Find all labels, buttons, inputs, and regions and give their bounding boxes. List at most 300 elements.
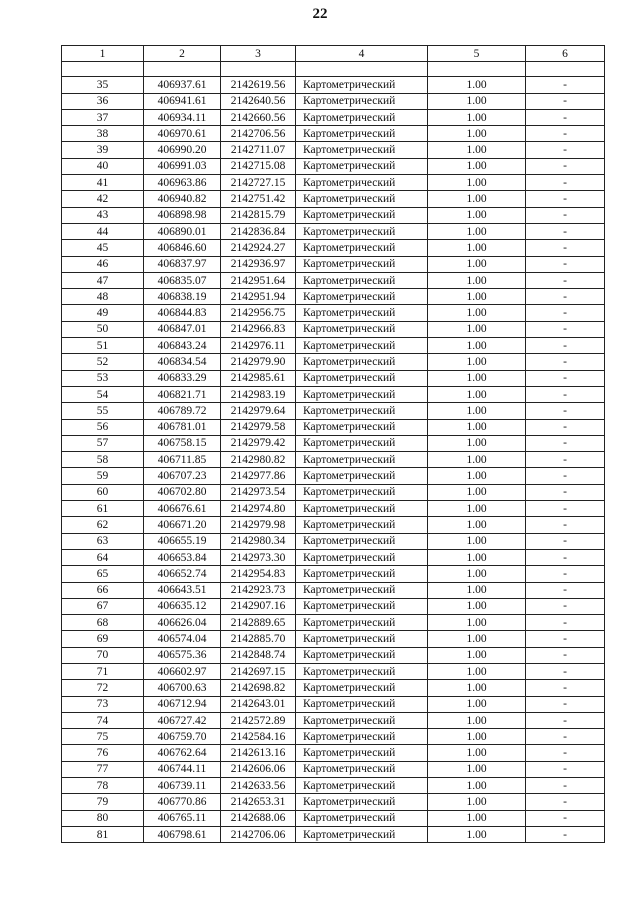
y-coordinate-cell: 2142697.15: [221, 663, 296, 679]
method-cell: Картометрический: [296, 696, 428, 712]
accuracy-cell: 1.00: [428, 680, 526, 696]
description-cell: -: [526, 256, 605, 272]
y-coordinate-cell: 2142706.06: [221, 826, 296, 842]
y-coordinate-cell: 2142979.90: [221, 354, 296, 370]
description-cell: -: [526, 321, 605, 337]
point-number-cell: 77: [62, 761, 144, 777]
method-cell: Картометрический: [296, 207, 428, 223]
point-number-cell: 48: [62, 289, 144, 305]
point-number-cell: 43: [62, 207, 144, 223]
point-number-cell: 72: [62, 680, 144, 696]
description-cell: -: [526, 778, 605, 794]
table-row: [62, 598, 605, 614]
y-coordinate-cell: 2142966.83: [221, 321, 296, 337]
accuracy-cell: 1.00: [428, 386, 526, 402]
table-row: [62, 158, 605, 174]
column-header-2: 2: [144, 46, 221, 62]
method-cell: Картометрический: [296, 810, 428, 826]
table-row: [62, 77, 605, 93]
description-cell: -: [526, 663, 605, 679]
description-cell: -: [526, 109, 605, 125]
table-row: [62, 761, 605, 777]
accuracy-cell: 1.00: [428, 696, 526, 712]
table-row: [62, 501, 605, 517]
point-number-cell: 60: [62, 484, 144, 500]
point-number-cell: 42: [62, 191, 144, 207]
y-coordinate-cell: 2142973.30: [221, 549, 296, 565]
y-coordinate-cell: 2142836.84: [221, 223, 296, 239]
table-row: [62, 191, 605, 207]
accuracy-cell: 1.00: [428, 305, 526, 321]
accuracy-cell: 1.00: [428, 729, 526, 745]
table-row: [62, 126, 605, 142]
x-coordinate-cell: 406762.64: [144, 745, 221, 761]
method-cell: Картометрический: [296, 566, 428, 582]
y-coordinate-cell: 2142936.97: [221, 256, 296, 272]
coordinates-table: [61, 45, 605, 843]
point-number-cell: 67: [62, 598, 144, 614]
point-number-cell: 49: [62, 305, 144, 321]
description-cell: -: [526, 794, 605, 810]
table-row: [62, 175, 605, 191]
x-coordinate-cell: 406702.80: [144, 484, 221, 500]
method-cell: Картометрический: [296, 468, 428, 484]
x-coordinate-cell: 406934.11: [144, 109, 221, 125]
x-coordinate-cell: 406846.60: [144, 240, 221, 256]
y-coordinate-cell: 2142979.64: [221, 403, 296, 419]
accuracy-cell: 1.00: [428, 468, 526, 484]
accuracy-cell: 1.00: [428, 338, 526, 354]
x-coordinate-cell: 406963.86: [144, 175, 221, 191]
method-cell: Картометрический: [296, 272, 428, 288]
method-cell: Картометрический: [296, 191, 428, 207]
description-cell: -: [526, 680, 605, 696]
point-number-cell: 61: [62, 501, 144, 517]
point-number-cell: 53: [62, 370, 144, 386]
table-row: [62, 142, 605, 158]
point-number-cell: 66: [62, 582, 144, 598]
page-number: 22: [312, 6, 328, 22]
description-cell: -: [526, 386, 605, 402]
table-row: [62, 256, 605, 272]
method-cell: Картометрический: [296, 158, 428, 174]
description-cell: -: [526, 615, 605, 631]
table-row: [62, 712, 605, 728]
x-coordinate-cell: 406744.11: [144, 761, 221, 777]
point-number-cell: 62: [62, 517, 144, 533]
point-number-cell: 78: [62, 778, 144, 794]
point-number-cell: 38: [62, 126, 144, 142]
accuracy-cell: 1.00: [428, 109, 526, 125]
accuracy-cell: 1.00: [428, 419, 526, 435]
point-number-cell: 55: [62, 403, 144, 419]
description-cell: -: [526, 305, 605, 321]
y-coordinate-cell: 2142688.06: [221, 810, 296, 826]
accuracy-cell: 1.00: [428, 321, 526, 337]
accuracy-cell: 1.00: [428, 549, 526, 565]
table-row: [62, 468, 605, 484]
accuracy-cell: 1.00: [428, 501, 526, 517]
point-number-cell: 51: [62, 338, 144, 354]
y-coordinate-cell: 2142885.70: [221, 631, 296, 647]
method-cell: Картометрический: [296, 305, 428, 321]
accuracy-cell: 1.00: [428, 712, 526, 728]
x-coordinate-cell: 406970.61: [144, 126, 221, 142]
method-cell: Картометрический: [296, 256, 428, 272]
description-cell: -: [526, 517, 605, 533]
description-cell: -: [526, 272, 605, 288]
table-row: [62, 517, 605, 533]
point-number-cell: 70: [62, 647, 144, 663]
method-cell: Картометрический: [296, 761, 428, 777]
column-header-6: 6: [526, 46, 605, 62]
accuracy-cell: 1.00: [428, 158, 526, 174]
point-number-cell: 71: [62, 663, 144, 679]
accuracy-cell: 1.00: [428, 582, 526, 598]
x-coordinate-cell: 406727.42: [144, 712, 221, 728]
y-coordinate-cell: 2142848.74: [221, 647, 296, 663]
table-row: [62, 745, 605, 761]
point-number-cell: 81: [62, 826, 144, 842]
table-row: [62, 321, 605, 337]
table-row: [62, 794, 605, 810]
accuracy-cell: 1.00: [428, 663, 526, 679]
x-coordinate-cell: 406626.04: [144, 615, 221, 631]
y-coordinate-cell: 2142698.82: [221, 680, 296, 696]
accuracy-cell: 1.00: [428, 745, 526, 761]
table-row: [62, 338, 605, 354]
description-cell: -: [526, 435, 605, 451]
table-row: [62, 647, 605, 663]
x-coordinate-cell: 406937.61: [144, 77, 221, 93]
description-cell: -: [526, 501, 605, 517]
point-number-cell: 39: [62, 142, 144, 158]
accuracy-cell: 1.00: [428, 207, 526, 223]
y-coordinate-cell: 2142889.65: [221, 615, 296, 631]
accuracy-cell: 1.00: [428, 810, 526, 826]
method-cell: Картометрический: [296, 223, 428, 239]
description-cell: -: [526, 223, 605, 239]
method-cell: Картометрический: [296, 615, 428, 631]
description-cell: -: [526, 240, 605, 256]
description-cell: -: [526, 207, 605, 223]
method-cell: Картометрический: [296, 794, 428, 810]
table-row: [62, 93, 605, 109]
column-header-3: 3: [221, 46, 296, 62]
method-cell: Картометрический: [296, 403, 428, 419]
x-coordinate-cell: 406843.24: [144, 338, 221, 354]
method-cell: Картометрический: [296, 93, 428, 109]
accuracy-cell: 1.00: [428, 240, 526, 256]
column-header-5: 5: [428, 46, 526, 62]
point-number-cell: 50: [62, 321, 144, 337]
table-row: [62, 240, 605, 256]
description-cell: -: [526, 533, 605, 549]
x-coordinate-cell: 406844.83: [144, 305, 221, 321]
point-number-cell: 59: [62, 468, 144, 484]
point-number-cell: 41: [62, 175, 144, 191]
point-number-cell: 52: [62, 354, 144, 370]
description-cell: -: [526, 712, 605, 728]
accuracy-cell: 1.00: [428, 778, 526, 794]
y-coordinate-cell: 2142715.08: [221, 158, 296, 174]
x-coordinate-cell: 406758.15: [144, 435, 221, 451]
point-number-cell: 75: [62, 729, 144, 745]
method-cell: Картометрический: [296, 778, 428, 794]
y-coordinate-cell: 2142979.58: [221, 419, 296, 435]
point-number-cell: 65: [62, 566, 144, 582]
x-coordinate-cell: 406574.04: [144, 631, 221, 647]
y-coordinate-cell: 2142640.56: [221, 93, 296, 109]
accuracy-cell: 1.00: [428, 452, 526, 468]
accuracy-cell: 1.00: [428, 403, 526, 419]
method-cell: Картометрический: [296, 517, 428, 533]
x-coordinate-cell: 406602.97: [144, 663, 221, 679]
y-coordinate-cell: 2142973.54: [221, 484, 296, 500]
x-coordinate-cell: 406676.61: [144, 501, 221, 517]
table-row: [62, 386, 605, 402]
point-number-cell: 56: [62, 419, 144, 435]
point-number-cell: 76: [62, 745, 144, 761]
description-cell: -: [526, 175, 605, 191]
method-cell: Картометрический: [296, 582, 428, 598]
y-coordinate-cell: 2142976.11: [221, 338, 296, 354]
y-coordinate-cell: 2142979.98: [221, 517, 296, 533]
point-number-cell: 44: [62, 223, 144, 239]
description-cell: -: [526, 549, 605, 565]
table-row: [62, 403, 605, 419]
table-row: [62, 207, 605, 223]
accuracy-cell: 1.00: [428, 533, 526, 549]
description-cell: -: [526, 370, 605, 386]
description-cell: -: [526, 631, 605, 647]
method-cell: Картометрический: [296, 598, 428, 614]
x-coordinate-cell: 406652.74: [144, 566, 221, 582]
y-coordinate-cell: 2142572.89: [221, 712, 296, 728]
table-row: [62, 452, 605, 468]
x-coordinate-cell: 406575.36: [144, 647, 221, 663]
y-coordinate-cell: 2142907.16: [221, 598, 296, 614]
y-coordinate-cell: 2142633.56: [221, 778, 296, 794]
description-cell: -: [526, 566, 605, 582]
description-cell: -: [526, 158, 605, 174]
accuracy-cell: 1.00: [428, 484, 526, 500]
method-cell: Картометрический: [296, 289, 428, 305]
x-coordinate-cell: 406898.98: [144, 207, 221, 223]
method-cell: Картометрический: [296, 533, 428, 549]
table-row: [62, 549, 605, 565]
table-row: [62, 223, 605, 239]
description-cell: -: [526, 810, 605, 826]
table-row: [62, 435, 605, 451]
x-coordinate-cell: 406653.84: [144, 549, 221, 565]
point-number-cell: 68: [62, 615, 144, 631]
x-coordinate-cell: 406990.20: [144, 142, 221, 158]
y-coordinate-cell: 2142979.42: [221, 435, 296, 451]
x-coordinate-cell: 406837.97: [144, 256, 221, 272]
description-cell: -: [526, 419, 605, 435]
x-coordinate-cell: 406940.82: [144, 191, 221, 207]
column-header-4: 4: [296, 46, 428, 62]
y-coordinate-cell: 2142643.01: [221, 696, 296, 712]
y-coordinate-cell: 2142923.73: [221, 582, 296, 598]
x-coordinate-cell: 406765.11: [144, 810, 221, 826]
point-number-cell: 47: [62, 272, 144, 288]
accuracy-cell: 1.00: [428, 142, 526, 158]
point-number-cell: 64: [62, 549, 144, 565]
point-number-cell: 79: [62, 794, 144, 810]
accuracy-cell: 1.00: [428, 517, 526, 533]
y-coordinate-cell: 2142924.27: [221, 240, 296, 256]
column-header-1: 1: [62, 46, 144, 62]
y-coordinate-cell: 2142980.34: [221, 533, 296, 549]
point-number-cell: 73: [62, 696, 144, 712]
method-cell: Картометрический: [296, 338, 428, 354]
point-number-cell: 40: [62, 158, 144, 174]
description-cell: -: [526, 729, 605, 745]
x-coordinate-cell: 406635.12: [144, 598, 221, 614]
x-coordinate-cell: 406847.01: [144, 321, 221, 337]
description-cell: -: [526, 484, 605, 500]
point-number-cell: 36: [62, 93, 144, 109]
method-cell: Картометрический: [296, 126, 428, 142]
method-cell: Картометрический: [296, 549, 428, 565]
y-coordinate-cell: 2142653.31: [221, 794, 296, 810]
accuracy-cell: 1.00: [428, 435, 526, 451]
description-cell: -: [526, 452, 605, 468]
method-cell: Картометрический: [296, 826, 428, 842]
accuracy-cell: 1.00: [428, 615, 526, 631]
x-coordinate-cell: 406798.61: [144, 826, 221, 842]
accuracy-cell: 1.00: [428, 647, 526, 663]
x-coordinate-cell: 406941.61: [144, 93, 221, 109]
x-coordinate-cell: 406834.54: [144, 354, 221, 370]
method-cell: Картометрический: [296, 663, 428, 679]
method-cell: Картометрический: [296, 745, 428, 761]
description-cell: -: [526, 582, 605, 598]
y-coordinate-cell: 2142980.82: [221, 452, 296, 468]
x-coordinate-cell: 406712.94: [144, 696, 221, 712]
accuracy-cell: 1.00: [428, 631, 526, 647]
accuracy-cell: 1.00: [428, 126, 526, 142]
table-row: [62, 582, 605, 598]
x-coordinate-cell: 406643.51: [144, 582, 221, 598]
method-cell: Картометрический: [296, 729, 428, 745]
table-row: [62, 680, 605, 696]
table-row: [62, 289, 605, 305]
accuracy-cell: 1.00: [428, 289, 526, 305]
table-header-row: [62, 46, 605, 62]
description-cell: -: [526, 761, 605, 777]
description-cell: -: [526, 354, 605, 370]
method-cell: Картометрический: [296, 680, 428, 696]
description-cell: -: [526, 289, 605, 305]
method-cell: Картометрический: [296, 386, 428, 402]
y-coordinate-cell: 2142956.75: [221, 305, 296, 321]
point-number-cell: 74: [62, 712, 144, 728]
y-coordinate-cell: 2142584.16: [221, 729, 296, 745]
blank-row: [62, 62, 605, 77]
accuracy-cell: 1.00: [428, 256, 526, 272]
method-cell: Картометрический: [296, 321, 428, 337]
table-row: [62, 778, 605, 794]
x-coordinate-cell: 406700.63: [144, 680, 221, 696]
description-cell: -: [526, 696, 605, 712]
y-coordinate-cell: 2142951.94: [221, 289, 296, 305]
description-cell: -: [526, 745, 605, 761]
point-number-cell: 57: [62, 435, 144, 451]
y-coordinate-cell: 2142751.42: [221, 191, 296, 207]
x-coordinate-cell: 406890.01: [144, 223, 221, 239]
y-coordinate-cell: 2142951.64: [221, 272, 296, 288]
method-cell: Картометрический: [296, 631, 428, 647]
y-coordinate-cell: 2142727.15: [221, 175, 296, 191]
accuracy-cell: 1.00: [428, 354, 526, 370]
accuracy-cell: 1.00: [428, 566, 526, 582]
x-coordinate-cell: 406759.70: [144, 729, 221, 745]
table-row: [62, 109, 605, 125]
method-cell: Картометрический: [296, 240, 428, 256]
x-coordinate-cell: 406770.86: [144, 794, 221, 810]
x-coordinate-cell: 406781.01: [144, 419, 221, 435]
accuracy-cell: 1.00: [428, 272, 526, 288]
point-number-cell: 54: [62, 386, 144, 402]
point-number-cell: 69: [62, 631, 144, 647]
method-cell: Картометрический: [296, 501, 428, 517]
x-coordinate-cell: 406789.72: [144, 403, 221, 419]
method-cell: Картометрический: [296, 370, 428, 386]
description-cell: -: [526, 647, 605, 663]
x-coordinate-cell: 406739.11: [144, 778, 221, 794]
method-cell: Картометрический: [296, 484, 428, 500]
table-row: [62, 305, 605, 321]
table-row: [62, 533, 605, 549]
method-cell: Картометрический: [296, 712, 428, 728]
table-row: [62, 631, 605, 647]
method-cell: Картометрический: [296, 77, 428, 93]
table-row: [62, 419, 605, 435]
table-row: [62, 810, 605, 826]
x-coordinate-cell: 406838.19: [144, 289, 221, 305]
method-cell: Картометрический: [296, 647, 428, 663]
accuracy-cell: 1.00: [428, 223, 526, 239]
y-coordinate-cell: 2142613.16: [221, 745, 296, 761]
accuracy-cell: 1.00: [428, 191, 526, 207]
description-cell: -: [526, 77, 605, 93]
accuracy-cell: 1.00: [428, 93, 526, 109]
x-coordinate-cell: 406655.19: [144, 533, 221, 549]
method-cell: Картометрический: [296, 142, 428, 158]
table-row: [62, 272, 605, 288]
method-cell: Картометрический: [296, 452, 428, 468]
accuracy-cell: 1.00: [428, 77, 526, 93]
description-cell: -: [526, 403, 605, 419]
y-coordinate-cell: 2142815.79: [221, 207, 296, 223]
point-number-cell: 80: [62, 810, 144, 826]
accuracy-cell: 1.00: [428, 175, 526, 191]
accuracy-cell: 1.00: [428, 761, 526, 777]
method-cell: Картометрический: [296, 419, 428, 435]
table-row: [62, 663, 605, 679]
y-coordinate-cell: 2142619.56: [221, 77, 296, 93]
x-coordinate-cell: 406991.03: [144, 158, 221, 174]
y-coordinate-cell: 2142974.80: [221, 501, 296, 517]
point-number-cell: 46: [62, 256, 144, 272]
x-coordinate-cell: 406707.23: [144, 468, 221, 484]
accuracy-cell: 1.00: [428, 794, 526, 810]
y-coordinate-cell: 2142985.61: [221, 370, 296, 386]
x-coordinate-cell: 406711.85: [144, 452, 221, 468]
